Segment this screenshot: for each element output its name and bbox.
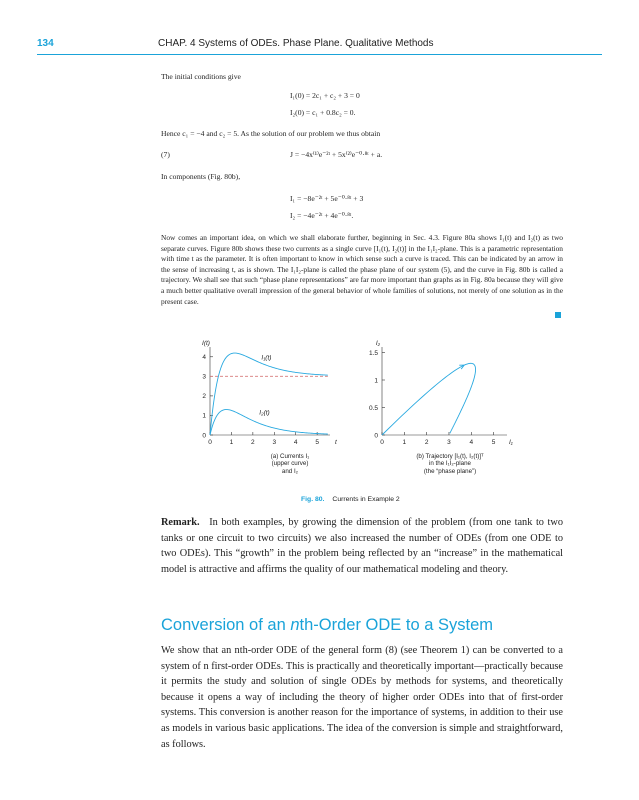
subcaption-b-line2: in the I₁I₂-plane <box>429 460 471 468</box>
equation-i2-0: I₂(0) = c₁ + 0.8c₂ = 0. <box>290 108 356 117</box>
x-tick-label: 0 <box>380 439 384 446</box>
subcaption-b-line1: (b) Trajectory [I₁(t), I₂(t)]ᵀ <box>416 453 484 460</box>
x-tick-label: 2 <box>251 439 255 446</box>
y-tick-label: 0 <box>374 432 378 440</box>
x-tick-label: 1 <box>229 439 234 446</box>
chapter-title: CHAP. 4 Systems of ODEs. Phase Plane. Qualitative Methods <box>158 38 434 49</box>
remark-title: Remark. <box>161 517 200 528</box>
x-tick-label: 4 <box>469 439 474 446</box>
components-intro: In components (Fig. 80b), <box>161 172 241 181</box>
figure-caption-label: Fig. 80. <box>301 496 325 503</box>
equation-number-7: (7) <box>161 150 170 159</box>
y-tick-label: 1 <box>202 412 206 420</box>
subcaption-b-line3: (the “phase plane”) <box>423 467 477 475</box>
section-heading-post: th-Order ODE to a System <box>299 616 493 634</box>
trajectory-curve <box>382 363 476 435</box>
x-tick-label: 3 <box>447 439 451 446</box>
equation-i2: I₂ = −4e⁻²ᵗ + 4e⁻⁰·⁸ᵗ. <box>290 211 354 220</box>
curve-i1 <box>210 353 328 435</box>
x-tick-label: 5 <box>491 439 496 446</box>
figure-80a-currents <box>190 335 350 453</box>
y-tick-label: 2 <box>202 393 206 401</box>
y-axis-label: I₂ <box>375 340 381 347</box>
section-heading-pre: Conversion of an <box>161 616 291 634</box>
label-i1: I₁(t) <box>261 354 272 362</box>
section-heading <box>161 616 493 635</box>
x-tick-label: 4 <box>293 439 298 446</box>
x-tick-label: 0 <box>208 439 212 446</box>
subcaption-a <box>235 453 345 475</box>
page-number: 134 <box>37 38 54 49</box>
figure-caption <box>301 488 400 506</box>
equation-i1-0: I₁(0) = 2c₁ + c₂ + 3 = 0 <box>290 91 360 100</box>
header-rule <box>37 54 602 55</box>
subcaption-b <box>395 453 505 475</box>
section-body: We show that an nth-order ODE of the general form (8) (see Theorem 1) can be converted to a system of n first-order ODEs. This is practically and theoretically important—practically because it permits the study and solution of single ODEs by methods for systems, and theoretically because it opens a way of including the theory of higher order ODEs into that of first-order systems. This conversion is another reason for the importance of systems, in addition to their use as models in various basic applications. The idea of the conversion is simple and straightforward, as follows. <box>161 645 563 750</box>
x-tick-label: 5 <box>315 439 319 446</box>
y-axis-label: I(t) <box>202 340 210 347</box>
remark-body: In both examples, by growing the dimension of the problem (from one tank to two tanks or one circuit to two circuits) we also increased the number of ODEs (from one ODE to two ODEs). This “growth” in the problem being reflected by an “increase” in the mathematical model is attractive and affirms the quality of our mathematical modeling and theory. <box>161 517 563 575</box>
subcaption-a-line3: and I₂ <box>281 467 299 475</box>
x-tick-label: 3 <box>272 439 277 446</box>
x-axis-label: I₁ <box>509 439 513 446</box>
y-tick-label: 1.5 <box>368 349 378 357</box>
y-tick-label: 1 <box>374 377 378 385</box>
y-tick-label: 0.5 <box>368 404 378 412</box>
end-of-example-marker <box>555 312 561 318</box>
subcaption-a-line2: (upper curve) <box>271 460 309 468</box>
phase-plane-paragraph: Now comes an important idea, on which we shall elaborate further, beginning in Sec. 4.3. Figure 80a shows I₁(t) and I₂(t) as two separate curves. Figure 80b shows these two currents as a single curve [I₁(t), I₂(t)] in the I₁I₂-plane. This is a parametric representation with time t as the parameter. It is often important to know in which sense such a curve is traced. This can be indicated by an arrow in the sense of increasing t, as is shown. The I₁I₂-plane is called the phase plane of our system (5), and the curve in Fig. 80b is called a trajectory. We shall see that such “phase plane representations” are far more important than graphs as in Fig. 80a because they will give a much better qualitative overall impression of the general behavior of whole families of solutions, not merely of one solution as in the present case. <box>161 233 563 306</box>
y-tick-label: 0 <box>202 432 206 440</box>
figure-caption-text: Currents in Example 2 <box>332 496 400 503</box>
remark-paragraph <box>161 515 563 577</box>
figure-80b-trajectory <box>360 335 530 453</box>
equation-i1: I₁ = −8e⁻²ᵗ + 5e⁻⁰·⁸ᵗ + 3 <box>290 194 364 203</box>
x-tick-label: 2 <box>424 439 429 446</box>
equation-7: J = −4x⁽¹⁾e⁻²ᵗ + 5x⁽²⁾e⁻⁰·⁸ᵗ + a. <box>290 150 383 159</box>
subcaption-a-line1: (a) Currents I₁ <box>270 453 310 460</box>
y-tick-label: 4 <box>202 354 206 362</box>
x-axis-label: t <box>335 439 337 446</box>
section-heading-n: n <box>290 616 300 634</box>
initial-conditions-intro: The initial conditions give <box>161 72 241 81</box>
hence-text: Hence c₁ = −4 and c₂ = 5. As the solution of our problem we thus obtain <box>161 129 381 138</box>
y-tick-label: 3 <box>202 373 206 381</box>
label-i2: I₂(t) <box>259 409 270 417</box>
x-tick-label: 1 <box>402 439 407 446</box>
